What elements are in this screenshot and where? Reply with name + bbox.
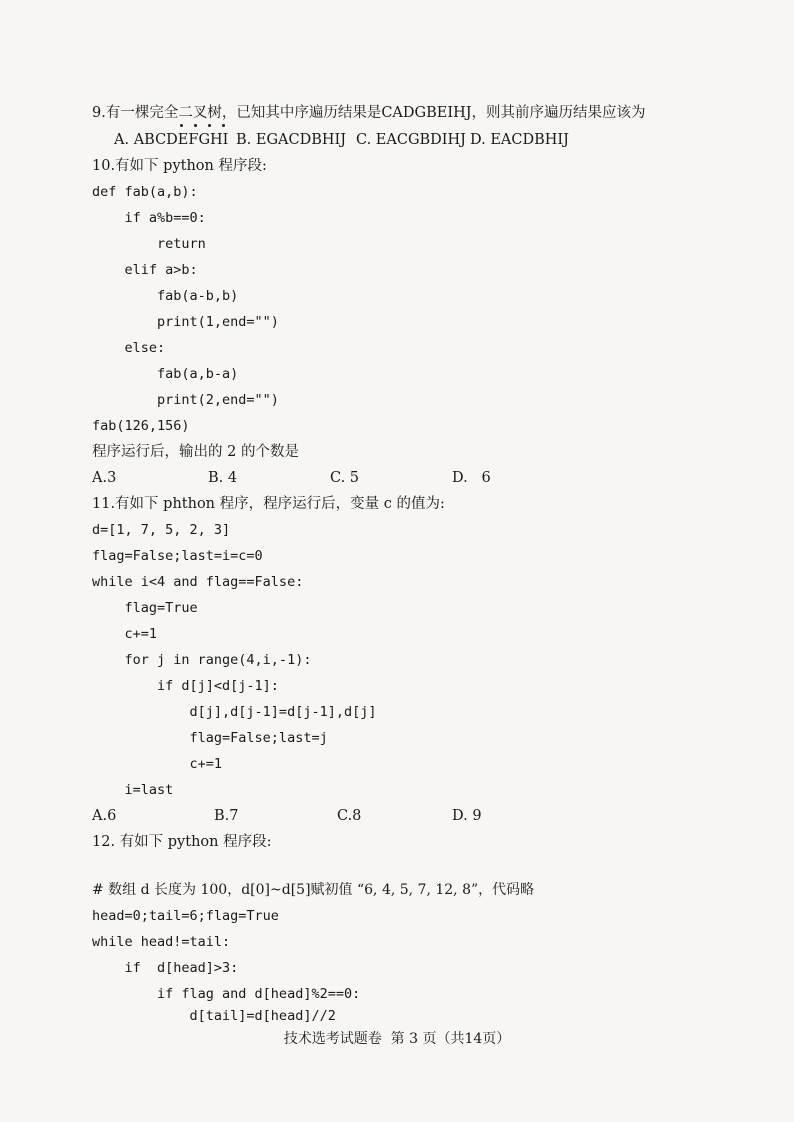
q11-code-line: d=[1, 7, 5, 2, 3] — [92, 522, 231, 538]
q10-option-b: B. 4 — [208, 470, 238, 486]
q10-stem: 10.有如下 python 程序段: — [92, 158, 267, 174]
q11-code-line: c+=1 — [92, 756, 223, 772]
q9-option-a: A. ABCDEFGHI — [114, 132, 229, 148]
q11-code-line: c+=1 — [92, 626, 158, 642]
q12-stem: 12. 有如下 python 程序段: — [92, 834, 272, 850]
q12-code-comment: # 数组 d 长度为 100，d[0]~d[5]赋初值 “6, 4, 5, 7, 12, 8”，代码略 — [92, 882, 535, 898]
q10-code-line: fab(126,156) — [92, 418, 190, 434]
q12-code-line: if d[head]>3: — [92, 960, 239, 976]
q10-code-line: print(2,end="") — [92, 392, 279, 408]
q11-code-line: for j in range(4,i,-1): — [92, 652, 312, 668]
q10-code-line: fab(a-b,b) — [92, 288, 239, 304]
q10-code-line: elif a>b: — [92, 262, 198, 278]
q9-option-d: D. EACDBHIJ — [470, 132, 569, 148]
q11-code-line: if d[j]<d[j-1]: — [92, 678, 279, 694]
q10-code-line: print(1,end="") — [92, 314, 279, 330]
q9-option-b: B. EGACDBHIJ — [236, 132, 347, 148]
q12-code-line: while head!=tail: — [92, 934, 231, 950]
q10-option-d: D. 6 — [452, 470, 491, 486]
q10-code-line: fab(a,b-a) — [92, 366, 239, 382]
q11-code-line: flag=True — [92, 600, 198, 616]
q11-option-b: B.7 — [214, 808, 239, 824]
q10-option-a: A.3 — [92, 470, 117, 486]
q9-stem: 9.有一棵完全二叉树，已知其中序遍历结果是CADGBEIHJ，则其前序遍历结果应该为 — [92, 105, 646, 121]
q12-code-line: if flag and d[head]%2==0: — [92, 986, 361, 1002]
q12-code-line: head=0;tail=6;flag=True — [92, 908, 279, 924]
q11-code-line: while i<4 and flag==False: — [92, 574, 304, 590]
q11-code-line: flag=False;last=i=c=0 — [92, 548, 263, 564]
q12-code-line: d[tail]=d[head]//2 — [92, 1008, 336, 1024]
q10-question: 程序运行后，输出的 2 的个数是 — [92, 444, 299, 460]
q10-code-line: if a%b==0: — [92, 210, 206, 226]
q11-option-d: D. 9 — [452, 808, 482, 824]
q11-stem: 11.有如下 phthon 程序，程序运行后，变量 c 的值为: — [92, 496, 445, 512]
q11-option-a: A.6 — [92, 808, 117, 824]
page-footer: 技术选考试题卷 第 3 页（共14页） — [283, 1031, 511, 1047]
q10-code-line: return — [92, 236, 206, 252]
q10-option-c: C. 5 — [330, 470, 360, 486]
q11-code-line: flag=False;last=j — [92, 730, 328, 746]
q11-code-line: i=last — [92, 782, 174, 798]
q10-code-line: else: — [92, 340, 166, 356]
q10-code-line: def fab(a,b): — [92, 184, 198, 200]
q11-code-line: d[j],d[j-1]=d[j-1],d[j] — [92, 704, 377, 720]
q9-option-c: C. EACGBDIHJ — [356, 132, 466, 148]
q11-option-c: C.8 — [337, 808, 362, 824]
